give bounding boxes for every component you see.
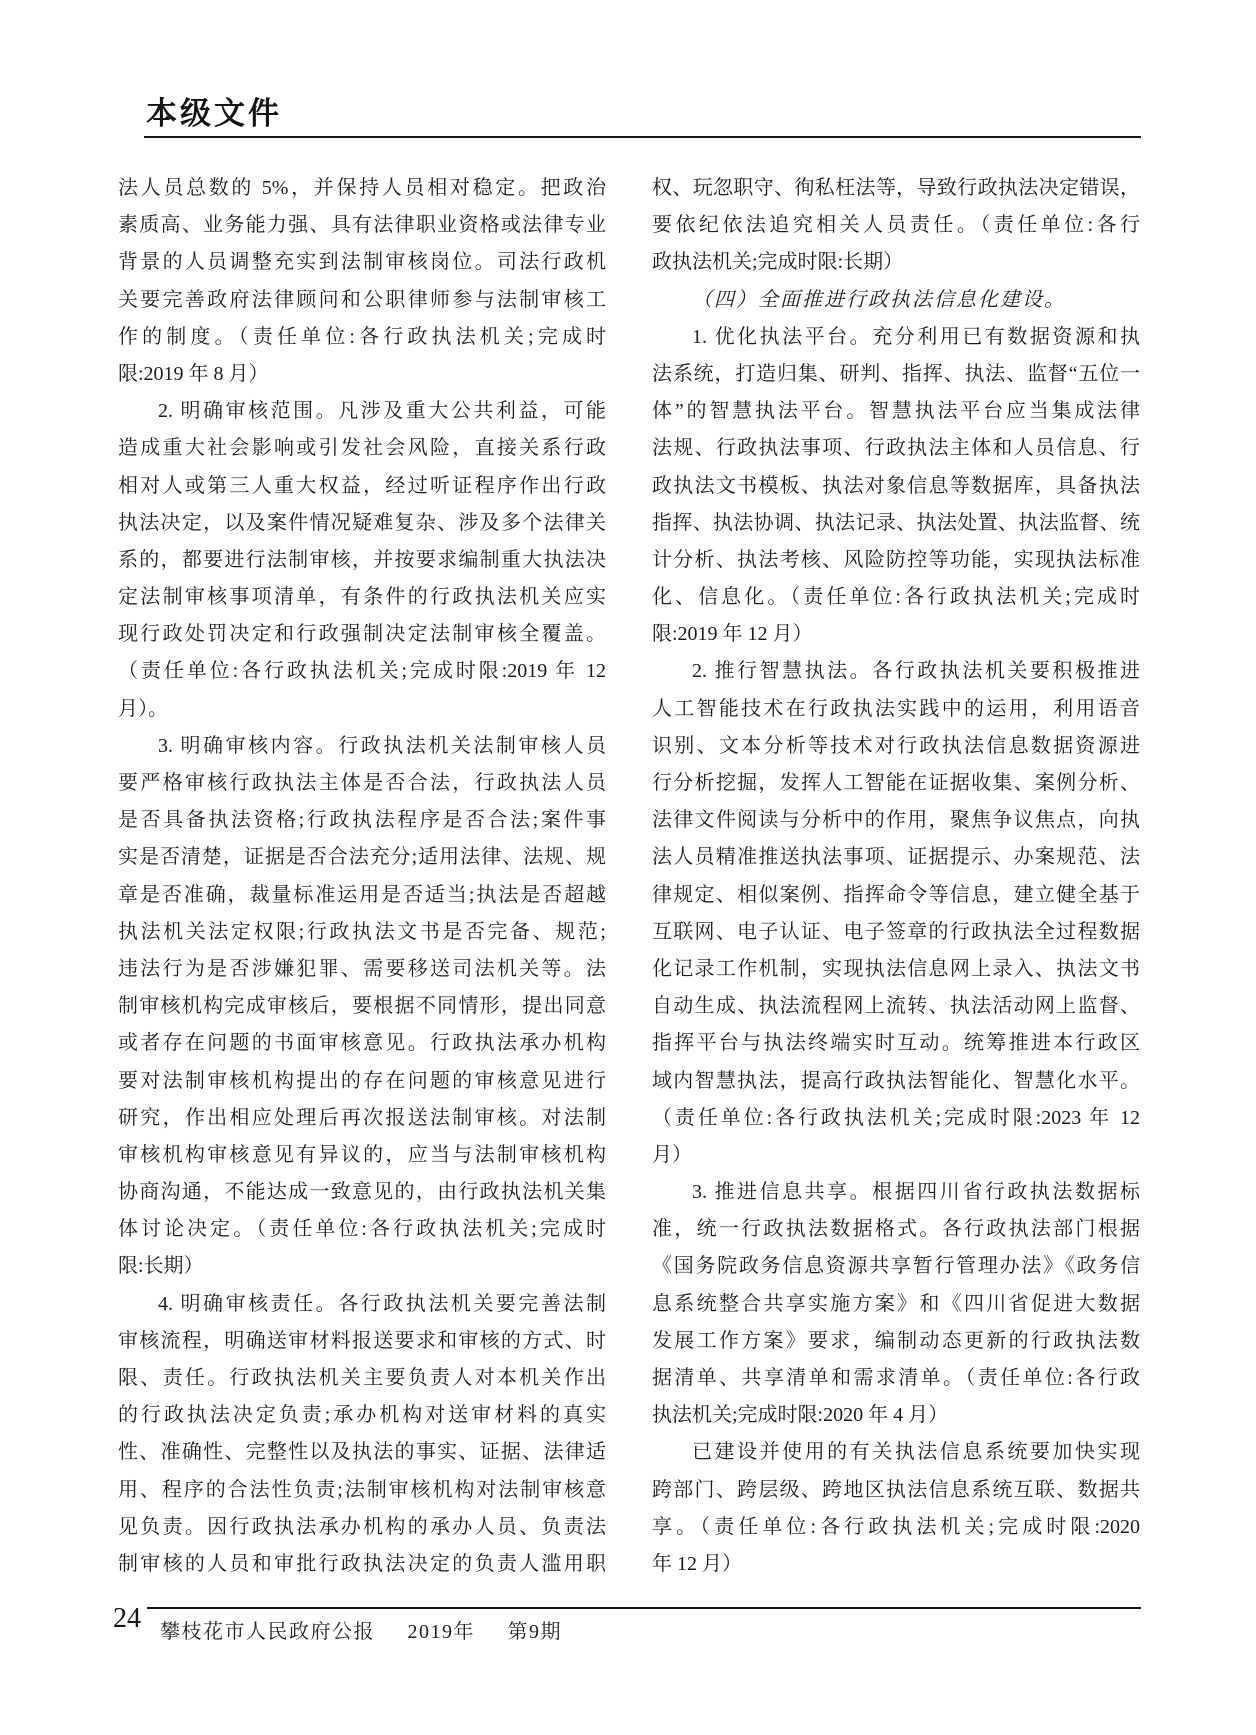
text-line: 指挥、执法协调、执法记录、执法处置、执法监督、统: [652, 511, 1140, 534]
text-line: 关要完善政府法律顾问和公职律师参与法制审核工: [118, 288, 606, 311]
text-line: 性、准确性、完整性以及执法的事实、证据、法律适: [118, 1441, 606, 1464]
text-line: 执法机关法定权限;行政执法文书是否完备、规范;: [118, 920, 606, 943]
text-line: 化记录工作机制，实现执法信息网上录入、执法文书: [652, 957, 1140, 980]
text-line: 用、程序的合法性负责;法制审核机构对法制审核意: [118, 1478, 606, 1501]
text-line: 4. 明确审核责任。各行政执法机关要完善法制: [158, 1292, 606, 1315]
right-column: [652, 170, 1140, 1583]
text-line: 自动生成、执法流程网上流转、执法活动网上监督、: [652, 995, 1140, 1018]
text-line: 2. 明确审核范围。凡涉及重大公共利益，可能: [158, 400, 606, 423]
text-line: 已建设并使用的有关执法信息系统要加快实现: [692, 1441, 1140, 1464]
text-line: 是否具备执法资格;行政执法程序是否合法;案件事: [118, 809, 606, 832]
text-line: 息系统整合共享实施方案》和《四川省促进大数据: [652, 1292, 1140, 1315]
text-line: 指挥平台与执法终端实时互动。统筹推进本行政区: [652, 1032, 1140, 1055]
text-line: 月）: [652, 1143, 692, 1166]
text-line: 限、责任。行政执法机关主要负责人对本机关作出: [118, 1367, 606, 1389]
text-line: 制审核机构完成审核后，要根据不同情形，提出同意: [118, 995, 606, 1018]
text-line: 实是否清楚，证据是否合法充分;适用法律、法规、规: [118, 846, 606, 869]
text-line: 政执法机关;完成时限:长期）: [652, 251, 904, 274]
text-line: 年 12 月）: [652, 1552, 742, 1575]
text-line: 执法机关;完成时限:2020 年 4 月）: [652, 1404, 949, 1427]
text-line: 权、玩忽职守、徇私枉法等，导致行政执法决定错误，: [652, 177, 1140, 199]
footer-rule: [147, 1607, 1141, 1609]
text-line: 域内智慧执法，提高行政执法智能化、智慧化水平。: [652, 1069, 1140, 1092]
text-line: 据清单、共享清单和需求清单。（责任单位:各行政: [652, 1367, 1140, 1389]
text-line: 违法行为是否涉嫌犯罪、需要移送司法机关等。法: [118, 957, 606, 980]
footer-page-number: 24: [113, 1603, 141, 1634]
footer-year: 2019年: [407, 1621, 475, 1643]
text-line: 体讨论决定。（责任单位:各行政执法机关;完成时: [118, 1218, 606, 1241]
text-line: 跨部门、跨层级、跨地区执法信息系统互联、数据共: [652, 1478, 1140, 1501]
text-line: 相对人或第三人重大权益，经过听证程序作出行政: [118, 474, 606, 497]
text-line: 要对法制审核机构提出的存在问题的审核意见进行: [118, 1069, 606, 1092]
footer-publication-name: 攀枝花市人民政府公报: [160, 1621, 375, 1643]
text-line: 人工智能技术在行政执法实践中的运用，利用语音: [652, 697, 1140, 720]
text-line: 行分析挖掘，发挥人工智能在证据收集、案例分析、: [652, 772, 1140, 794]
text-line: 限:2019 年 12 月）: [652, 623, 813, 646]
text-line: 作的制度。（责任单位:各行政执法机关;完成时: [118, 325, 606, 348]
text-line: 3. 推进信息共享。根据四川省行政执法数据标: [692, 1181, 1140, 1204]
text-line: （责任单位:各行政执法机关;完成时限:2023 年 12: [652, 1106, 1140, 1129]
text-line: （责任单位:各行政执法机关;完成时限:2019 年 12: [118, 660, 606, 683]
text-line: 化、信息化。（责任单位:各行政执法机关;完成时: [652, 586, 1140, 609]
text-line: 限:长期）: [118, 1255, 204, 1278]
text-line: 2. 推行智慧执法。各行政执法机关要积极推进: [692, 660, 1140, 683]
section-header: 本级文件: [146, 96, 282, 131]
left-column: [118, 170, 606, 1583]
text-line: 见负责。因行政执法承办机构的承办人员、负责法: [118, 1515, 606, 1538]
footer-text: [160, 1615, 562, 1644]
text-line: 研究，作出相应处理后再次报送法制审核。对法制: [118, 1106, 606, 1129]
text-line: 限:2019 年 8 月）: [118, 362, 269, 385]
text-line: 互联网、电子认证、电子签章的行政执法全过程数据: [652, 920, 1140, 943]
text-line: 《国务院政务信息资源共享暂行管理办法》《政务信: [652, 1255, 1140, 1278]
text-line: 法人员总数的 5%，并保持人员相对稳定。把政治: [118, 177, 606, 199]
text-line: 法规、行政执法事项、行政执法主体和人员信息、行: [652, 437, 1140, 460]
text-line: 计分析、执法考核、风险防控等功能，实现执法标准: [652, 548, 1140, 571]
header-rule: [144, 136, 1141, 138]
text-line: 系的，都要进行法制审核，并按要求编制重大执法决: [118, 548, 606, 571]
text-line: 审核流程，明确送审材料报送要求和审核的方式、时: [118, 1329, 606, 1352]
text-line: 3. 明确审核内容。行政执法机关法制审核人员: [158, 734, 606, 757]
text-line: 定法制审核事项清单，有条件的行政执法机关应实: [118, 586, 606, 609]
text-line: 准，统一行政执法数据格式。各行政执法部门根据: [652, 1218, 1140, 1241]
text-line: 法人员精准推送执法事项、证据提示、办案规范、法: [652, 846, 1140, 869]
text-line: （四）全面推进行政执法信息化建设。: [692, 288, 1066, 311]
text-line: 享。（责任单位:各行政执法机关;完成时限:2020: [652, 1515, 1140, 1538]
text-line: 协商沟通，不能达成一致意见的，由行政执法机关集: [118, 1181, 606, 1204]
text-line: 背景的人员调整充实到法制审核岗位。司法行政机: [118, 251, 606, 274]
text-line: 1. 优化执法平台。充分利用已有数据资源和执: [692, 325, 1140, 348]
footer-issue-number: 第9期: [507, 1621, 562, 1643]
text-line: 体”的智慧执法平台。智慧执法平台应当集成法律: [652, 400, 1140, 423]
text-line: 素质高、业务能力强、具有法律职业资格或法律专业: [118, 214, 606, 237]
text-line: 审核机构审核意见有异议的，应当与法制审核机构: [118, 1143, 606, 1166]
text-line: 的行政执法决定负责;承办机构对送审材料的真实: [118, 1404, 606, 1427]
text-line: 政执法文书模板、执法对象信息等数据库，具备执法: [652, 474, 1140, 497]
text-line: 识别、文本分析等技术对行政执法信息数据资源进: [652, 734, 1140, 757]
text-line: 制审核的人员和审批行政执法决定的负责人滥用职: [118, 1552, 606, 1575]
text-line: 律规定、相似案例、指挥命令等信息，建立健全基于: [652, 883, 1140, 906]
text-line: 月）。: [118, 697, 168, 720]
text-line: 执法决定，以及案件情况疑难复杂、涉及多个法律关: [118, 511, 606, 534]
text-line: 或者存在问题的书面审核意见。行政执法承办机构: [118, 1032, 606, 1055]
text-line: 法律文件阅读与分析中的作用，聚焦争议焦点，向执: [652, 809, 1140, 832]
text-line: 发展工作方案》要求，编制动态更新的行政执法数: [652, 1329, 1140, 1352]
text-line: 要依纪依法追究相关人员责任。（责任单位:各行: [652, 214, 1140, 237]
text-line: 法系统，打造归集、研判、指挥、执法、监督“五位一: [652, 362, 1140, 385]
text-line: 造成重大社会影响或引发社会风险，直接关系行政: [118, 437, 606, 460]
text-line: 现行政处罚决定和行政强制决定法制审核全覆盖。: [118, 623, 606, 646]
text-line: 要严格审核行政执法主体是否合法，行政执法人员: [118, 772, 606, 794]
text-line: 章是否准确，裁量标准运用是否适当;执法是否超越: [118, 883, 606, 906]
